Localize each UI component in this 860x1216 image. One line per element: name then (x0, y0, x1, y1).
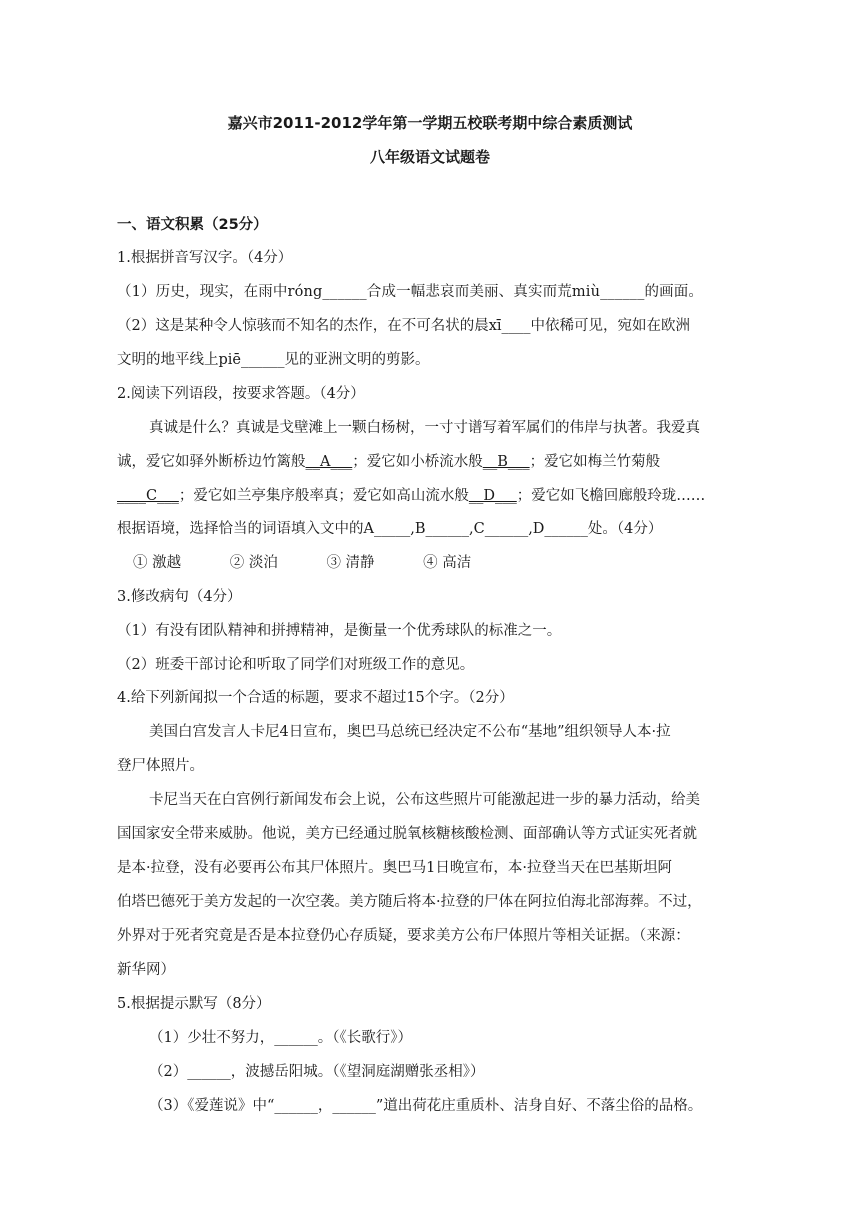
news-line-2: 登尸体照片。 (117, 758, 204, 774)
blank-c: ____C___ (117, 488, 179, 504)
news-line-5: 是本·拉登，没有必要再公布其尸体照片。奥巴马1日晚宣布，本·拉登当天在巴基斯坦阿 (117, 860, 672, 876)
passage-line-1: 真诚是什么？真诚是戈壁滩上一颗白杨树，一寸寸谱写着军属们的伟岸与执著。我爱真 (149, 420, 700, 436)
passage-text: ；爱它如飞檐回廊般玲珑…… (516, 488, 706, 504)
option-3: ③ 清静 (326, 555, 375, 571)
passage-line-2 (117, 452, 747, 472)
option-4: ④ 高洁 (423, 555, 472, 571)
blank-b: __B___ (482, 454, 530, 470)
news-line-3: 卡尼当天在白宫例行新闻发布会上说，公布这些照片可能激起进一步的暴力活动，给美 (149, 792, 700, 808)
passage-line-3 (117, 486, 747, 506)
question-4-stem: 4.给下列新闻拟一个合适的标题，要求不超过15个字。（2分） (117, 690, 514, 706)
passage-text: ；爱它如小桥流水般 (352, 454, 483, 470)
question-2-stem: 2.阅读下列语段，按要求答题。（4分） (117, 386, 365, 402)
question-3-line-2: （2）班委干部讨论和听取了同学们对班级工作的意见。 (117, 657, 475, 673)
news-line-1: 美国白宫发言人卡尼4日宣布，奥巴马总统已经决定不公布“基地”组织领导人本·拉 (149, 724, 671, 740)
question-1-line-2: （2）这是某种令人惊骇而不知名的杰作，在不可名状的晨xī____中依稀可见，宛如在欧洲 (117, 318, 691, 334)
blank-a: __A___ (305, 454, 353, 470)
question-1-line-1: （1）历史，现实，在雨中róng______合成一幅悲哀而美丽、真实而荒miù______的画面。 (117, 284, 704, 300)
exam-subtitle: 八年级语文试题卷 (369, 148, 490, 166)
news-line-7: 外界对于死者究竟是否是本拉登仍心存质疑，要求美方公布尸体照片等相关证据。（来源： (117, 928, 690, 944)
question-2-instruction: 根据语境，选择恰当的词语填入文中的A_____,B______,C______,D______处。（4分） (117, 521, 663, 537)
blank-d: __D___ (468, 488, 517, 504)
question-5-line-3: （3）《爱莲说》中“______，______”道出荷花庄重质朴、洁身自好、不落尘俗的品格。 (149, 1098, 703, 1114)
passage-text: 诚，爱它如驿外断桥边竹篱般 (117, 454, 306, 470)
question-3-stem: 3.修改病句（4分） (117, 589, 242, 605)
options-row (133, 553, 763, 573)
news-line-4: 国国家安全带来威胁。他说，美方已经通过脱氧核糖核酸检测、面部确认等方式证实死者就 (117, 826, 697, 842)
question-5-line-1: （1）少壮不努力，______。（《长歌行》） (149, 1030, 412, 1046)
question-1-stem: 1.根据拼音写汉字。（4分） (117, 250, 293, 266)
news-line-6: 伯塔巴德死于美方发起的一次空袭。美方随后将本·拉登的尸体在阿拉伯海北部海葬。不过， (117, 894, 702, 910)
news-line-8: 新华网） (117, 962, 175, 978)
question-1-line-3: 文明的地平线上piē______见的亚洲文明的剪影。 (117, 352, 430, 368)
passage-text: ；爱它如兰亭集序般率真；爱它如高山流水般 (178, 488, 469, 504)
question-5-line-2: （2）______，波撼岳阳城。（《望洞庭湖赠张丞相》） (149, 1064, 485, 1080)
question-5-stem: 5.根据提示默写（8分） (117, 996, 271, 1012)
option-2: ② 淡泊 (229, 555, 278, 571)
section-heading: 一、语文积累（25分） (117, 217, 268, 233)
exam-title: 嘉兴市2011-2012学年第一学期五校联考期中综合素质测试 (227, 114, 633, 132)
option-1: ① 激越 (133, 555, 182, 571)
question-3-line-1: （1）有没有团队精神和拼搏精神，是衡量一个优秀球队的标准之一。 (117, 623, 562, 639)
passage-text: ；爱它如梅兰竹菊般 (529, 454, 661, 470)
